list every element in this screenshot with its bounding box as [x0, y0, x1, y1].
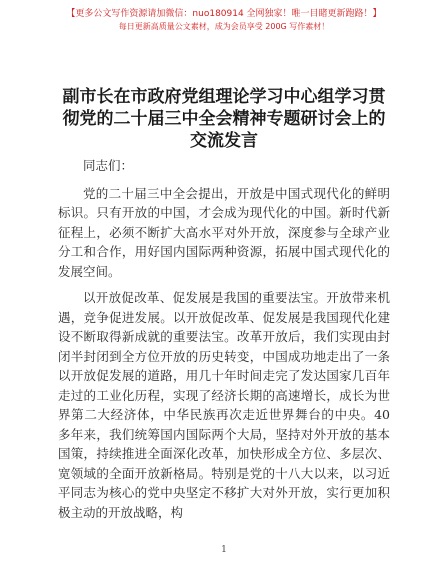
promo-line-1: 【更多公文写作资源请加微信：nuo180914 全网独家！唯一目睹更新跑路！】: [66, 9, 382, 19]
document-title: 副市长在市政府党组理论学习中心组学习贯彻党的二十届三中全会精神专题研讨会上的交流发言: [62, 87, 386, 151]
page-number: 1: [221, 545, 227, 555]
paragraph-2: 以开放促改革、促发展是我国的重要法宝。开放带来机遇，竞争促进发展。以开放促改革、促发展是我国现代化建设不断取得新成就的重要法宝。改革开放后，我们实现由封闭半封闭到全方位开放的历史转变，中国成功地走出了一条以开放促发展的道路，用几十年时间走完了发达国家几百年走过的工业化历程，实现了经济长期的高速增长，成长为世界第二大经济体，中华民族再次走近世界舞台的中央。40 多年来，我们统筹国内国际两个大局，坚持对外开放的基本国策，持续推进全面深化改革，加快形成全方位、多层次、宽领域的全面开放新格局。特别是党的十八大以来，以习近平同志为核心的党中央坚定不移扩大对外开放，实行更加积极主动的开放战略，构: [58, 290, 390, 520]
promo-line-2: 每日更新高质量公文素材，成为会员享受 200G 写作素材！: [118, 22, 330, 31]
document-body: [58, 156, 390, 529]
paragraph-1: 党的二十届三中全会提出，开放是中国式现代化的鲜明标识。只有开放的中国，才会成为现代化的中国。新时代新征程上，必须不断扩大高水平对外开放，深度参与全球产业分工和合作，用好国内国际两种资源，拓展中国式现代化的发展空间。: [58, 185, 390, 279]
greeting: 同志们：: [83, 158, 134, 173]
promo-banner: [0, 8, 448, 33]
